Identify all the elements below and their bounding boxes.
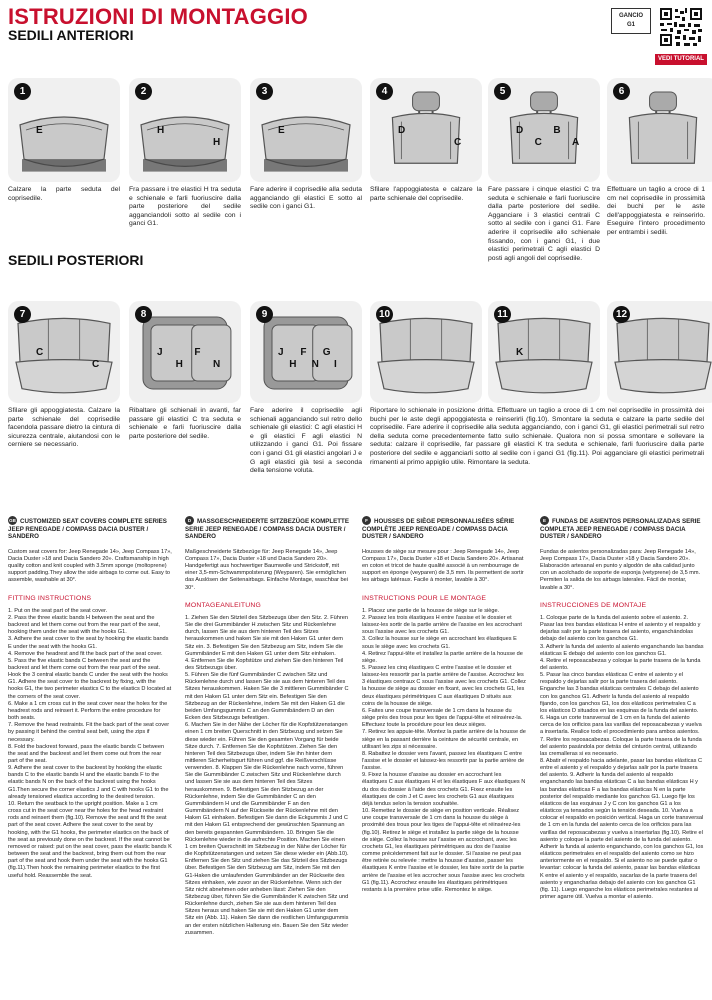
- rear-step-caption: Sfilare gli appoggiatesta. Calzare la parte schienale del coprisedile facendola passare dietro la cintura di sicurezza centrale, aiutandosi con le cerniere se necessario.: [8, 407, 120, 449]
- instruction-step: 7. Retire los reposacabezas. Coloque la parte trasera de la funda del asiento pasándola por detrás del cinturón central, utilizando las cremalleras si es necesario.: [540, 736, 702, 757]
- language-column: [8, 516, 172, 880]
- language-flag-icon: D: [185, 516, 194, 525]
- language-column: [540, 516, 704, 901]
- instructions-title: MONTAGEANLEITUNG: [185, 601, 261, 609]
- instruction-step: 1. Placez une partie de la housse de siège sur le siège.: [362, 607, 500, 614]
- instruction-step: 3. Collez la housse sur le siège en accrochant les élastiques E sous le siège avec les crochets G1.: [362, 636, 517, 650]
- diagram-label: E: [36, 124, 43, 136]
- language-column: [185, 516, 349, 937]
- column-heading-text: HOUSSES DE SIÈGE PERSONNALISÉES SÉRIE COMPLÈTE JEEP RENEGADE / COMPASS DACIA DUSTER / SANDERO: [362, 518, 515, 541]
- diagram-label: I: [334, 359, 337, 371]
- instruction-step: 6. Haga un corte transversal de 1 cm en la funda del asiento cerca de los orificios para las varillas del reposacabezas y vuelva a insertarla. Realice todo el procedimiento para ambos asientos.: [540, 715, 702, 736]
- instruction-step: 5. Pasar las cinco bandas elásticas C entre el asiento y el respaldo y dejarlas salir por la parte trasera del asiento. Enganche las 3 bandas elásticas centrales C debajo del asiento con los ganchos G1. Adherir la funda del asiento al respaldo fijando, con los ganchos G1, los dos elásticos perimetrales C a los elásticos D situados en las esquinas de la funda del asiento.: [540, 672, 699, 714]
- diagram-label: A: [572, 137, 580, 149]
- diagram-label: N: [213, 359, 221, 371]
- instructions-title: INSTRUCCIONES DE MONTAJE: [540, 601, 647, 609]
- instruction-step: 4. Retire el reposacabezas y coloque la parte trasera de la funda del asiento.: [540, 657, 701, 671]
- diagram-label: J: [278, 346, 284, 358]
- hook-badge-code: G1: [626, 22, 635, 28]
- column-heading: [540, 516, 704, 541]
- instruction-step: 5. Führen Sie die fünf Gummibänder C zwischen Sitz und Rückenlehne durch und lassen Sie sie aus dem hinteren Teil des Sitzes herauskommen. Haken Sie die 3 mittleren Gummibänder C mit den Haken G1 unter dem Sitz ein. Befestigen Sie den Sitzbezug an der Rückenlehne, indem Sie mit den Haken G1 die beiden Umfangsgummis C an den Gummibändern D an den Ecken des Sitzbezugs befestigen.: [185, 672, 349, 722]
- step-number: 7: [14, 306, 31, 323]
- rear-step-caption: Ribaltare gli schienali in avanti, far passare gli elastici C tra seduta e schienale e farli fuoriuscire dalla parte posteriore del sedile.: [129, 407, 241, 440]
- diagram-label: D: [398, 124, 406, 136]
- diagram-label: E: [278, 124, 285, 136]
- step-number: 6: [613, 83, 630, 100]
- step-number: 4: [376, 83, 393, 100]
- qr-code[interactable]: [658, 6, 704, 48]
- front-step-caption: Fra passare i tre elastici H tra seduta e schienale e farli fuoriuscire dalla parte posteriore del sedile agganciandoli sotto al sedile con i ganci G1.: [129, 186, 241, 228]
- instruction-step: 10. Remettez le dossier de siège en position verticale. Réalisez une coupe transversale de 1 cm dans la housse du siège à proximité des trous pour les tiges de l'appui-tête et réinsérez-les (fig.10). Retirez le siège et installez la partie siège de la housse de siège. Collez la housse sur l'assise en accrochant, avec les crochets G1, les élastiques périmétriques au dos de l'assise comme précédemment fait sur le dossier. Si l'assise ne peut pas être retirée ou relevée : mettre la housse d'assise, passer les élastiques K entre l'assise et le dossier, les faire sortir de la partie arrière de l'assise et les accrocher sous l'assise avec les crochets G1 (fig.11). Accrochez ensuite les élastiques périmétriques restants à la première prise utile. Remontez le siège.: [362, 808, 525, 893]
- language-flag-icon: F: [362, 516, 371, 525]
- front-step-2: [129, 78, 241, 182]
- step-number: 9: [256, 306, 273, 323]
- instruction-step: 1. Coloque parte de la funda del asiento sobre el asiento. 2. Pasar las tres bandas elásticas H entre el asiento y el respaldo y dejarlas salir por la parte trasera del asiento, enganchándolas debajo del asiento con los ganchos G1.: [540, 614, 701, 643]
- language-flag-icon: E: [540, 516, 549, 525]
- column-intro: Maßgeschneiderte Sitzbezüge für: Jeep Renegade 14», Jeep Compass 17», Dacia Duster »18 und Dacia Sandero 20». Handgefertigt aus hochwertiger Baumwolle und Strickstoff, mit einer 3,5-mm-Schwammpolsterung (Weyparen). Sie ermöglichen das Auslösen der Seitenairbags. Einfache Montage, waschbar bei 30°.: [185, 548, 348, 591]
- front-step-5: [488, 78, 600, 182]
- column-heading-text: MASSGESCHNEIDERTE SITZBEZÜGE KOMPLETTE SERIE JEEP RENEGADE / COMPASS DACIA DUSTER / SANDERO: [185, 518, 349, 541]
- diagram-label: H: [175, 359, 183, 371]
- instructions-title: FITTING INSTRUCTIONS: [8, 594, 92, 602]
- column-heading: [8, 516, 172, 541]
- step-number: 5: [494, 83, 511, 100]
- step-number: 12: [613, 306, 630, 323]
- step-number: 2: [135, 83, 152, 100]
- front-step-4: [370, 78, 482, 182]
- column-heading: [185, 516, 349, 541]
- column-intro: Custom seat covers for: Jeep Renegade 14», Jeep Compass 17», Dacia Duster »18 and Dacia Sandero 20». Craftsmanship in high quality cotton and knit coupled with 3.5mm sponge (moltoprene) support padding.They allow the side airbags to come out. Easy to assemble, washable at 30°.: [8, 548, 172, 584]
- instruction-step: 9. Adhere the seat cover to the backrest by hooking the elastic bands C to the elastic bands H and the elastic bands F to the elastic bands N on the back of the backrest using the hooks G1.Then secure the corner elastics J and C with hooks G1 to the already tensioned elastics according to the desired tension.: [8, 765, 169, 800]
- rear-wide-caption: Riportare lo schienale in posizione dritta. Effettuare un taglio a croce di 1 cm nel coprisedile in prossimità dei buchi per le aste degli appoggiatesta e reinserirli (fig.10). Smontare la seduta e calzare la parte sedile del coprisedile. Fare aderire il coprisedile alla seduta agganciando, con i ganci G1, gli elastici perimetrali sul retro della seduta come precedentemente fatto sullo schienale. Qualora non si possa smontare e sollevare la seduta: calzare il coprisedile, far passare gli elastici K tra seduta e schienale, farli fuoriuscire dalla parte posteriore del sedile e agganciarli sotto al sedile con i ganci G1 (fig.11). Poi agganciare gli elastici perimetrali rimanenti al primo appiglio utile. Rimontare la seduta.: [370, 407, 704, 466]
- rear-step-10: [370, 301, 482, 403]
- step-number: 1: [14, 83, 31, 100]
- instructions-title: INSTRUCTIONS POUR LE MONTAGE: [362, 594, 487, 602]
- instruction-step: 1. Put on the seat part of the seat cover.: [8, 607, 108, 614]
- front-step-caption: Sfilare l'appoggiatesta e calzare la parte schienale del coprisedile.: [370, 186, 482, 202]
- diagram-label: C: [36, 346, 44, 358]
- rear-step-12: [607, 301, 712, 403]
- instruction-step: 7. Remove the head restraints. Fit the back part of the seat cover by passing it behind the central seat belt, using the zips if necessary.: [8, 722, 170, 743]
- instruction-step: 6. Make a 1 cm cross cut in the seat cover near the holes for the headrest rods and reinsert it. Perform the entire procedure for both seats.: [8, 700, 168, 722]
- hook-badge-label: GANCIO: [619, 13, 643, 19]
- column-heading-text: FUNDAS DE ASIENTOS PERSONALIZADAS SERIE COMPLETA JEEP RENEGADE / COMPASS DACIA DUSTER / SANDERO: [540, 518, 701, 541]
- instruction-step: 10. Return the seatback to the upright position. Make a 1 cm cross cut in the seat cover near the holes for the head restraint rods and reinsert them (fig.10). Remove the seat and fit the seat part of the seat cover. Adhere the seat cover to the seat by hooking, with the G1 hooks, the perimeter elastics on the back of the seat as previously done on the backrest. If the seat cannot be removed or raised: put on the seat cover, pass the elastic bands K between the seat and the backrest, bring them out from the rear part of the seat and hook them under the seat with the hooks G1 (fig.11).Then hook the remaining perimeter elastics to the first useful hold. Reassemble the seat.: [8, 800, 172, 879]
- instruction-step: 8. Abatir el respaldo hacia adelante, pasar las bandas elásticas C entre el asiento y el respaldo y dejarlas salir por la parte trasera del asiento. 9. Adherir la funda del asiento al respaldo enganchando las bandas elásticas C a las bandas elásticas H y las bandas elásticas F a las bandas elásticas N en la parte posterior del respaldo mediante los ganchos G1. Luego fije los elásticos de las esquinas J y C con los ganchos G1 a los elásticos ya tensados según la tensión deseada. 10. Vuelva a colocar el respaldo en posición vertical. Haga un corte transversal de 1 cm en la funda del asiento cerca de los orificios para las varillas del reposacabezas y vuelva a insertarlas (fig.10). Retire el asiento y coloque la parte del asiento de la funda del asiento. Adherir la funda al asiento enganchando, con los ganchos G1, los elásticos perimetrales en el respaldo del asiento como se hizo anteriormente en el respaldo. Si el asiento no se puede quitar o levantar: colocar la funda del asiento, pasar las bandas elásticas K entre el asiento y el respaldo, sacarlas de la parte trasera del asiento y engancharlas debajo del asiento con los ganchos G1 (fig. 11). Luego enganche los elásticos perimetrales restantes al primer agarre útil. Vuelva a montar el asiento.: [540, 758, 704, 900]
- diagram-label: C: [454, 137, 462, 149]
- diagram-label: C: [534, 137, 542, 149]
- column-intro: Fundas de asientos personalizadas para: Jeep Renegade 14», Jeep Compass 17», Dacia Duster »18 y Dacia Sandero 20». Elaboración artesanal en punto y algodón de alta calidad junto con un acolchado de soporte de esponja (vetyprene) de 3,5 mm. Permiten la salida de los airbags laterales. Fácil de montar, lavable a 30°.: [540, 548, 701, 591]
- instruction-step: 3. Adhere the seat cover to the seat by hooking the elastic bands E under the seat with the hooks G1.: [8, 636, 169, 650]
- step-number: 8: [135, 306, 152, 323]
- step-number: 10: [376, 306, 393, 323]
- instruction-step: 5. Passez les cinq élastiques C entre l'assise et le dossier et laissez-les ressortir par la partie arrière de l'assise. Accrochez les 3 élastiques centraux C sous l'assise avec les crochets G1. Collez la housse de siège au dossier en fixant, avec les crochets G1, les deux élastiques périmétriques C aux élastiques D situés aux coins de la housse de siège.: [362, 664, 526, 707]
- rear-step-11: [488, 301, 600, 403]
- rear-section-title: SEDILI POSTERIORI: [8, 252, 144, 268]
- instruction-step: 7. Retirez les appuie-tête. Montez la partie arrière de la housse de siège en la passant derrière la ceinture de sécurité centrale, en utilisant les zips si nécessaire.: [362, 729, 526, 750]
- instruction-step: 9. Fixez la housse d'assise au dossier en accrochant les élastiques C aux élastiques H et les élastiques F aux élastiques N du dos du dossier à l'aide des crochets G1. Fixez ensuite les élastiques de coin J et C avec les crochets G1 aux élastiques déjà tendus selon la tension souhaitée.: [362, 772, 526, 807]
- instruction-step: 8. Fold the backrest forward, pass the elastic bands C between the seat and the backrest and let them come out from the rear part of the seat.: [8, 743, 165, 764]
- instruction-step: 4. Entfernen Sie die Kopfstütze und ziehen Sie den hinteren Teil des Sitzbezugs über.: [185, 657, 344, 671]
- diagram-label: H: [157, 124, 165, 136]
- instruction-step: 5. Pass the five elastic bands C between the seat and the backrest and let them come out from the rear part of the seat. Hook the 3 central elastic bands C under the seat with the hooks G1. Adhere the seat cover to the backrest by fixing, with the hooks G1, the two perimeter elastics C to the elastics D located at the corners of the seat cover.: [8, 657, 172, 700]
- instruction-step: 2. Passez les trois élastiques H entre l'assise et le dossier et laissez-les sortir de la partie arrière de l'assise en les accrochant sous l'assise avec les crochets G1.: [362, 614, 522, 636]
- column-heading: [362, 516, 526, 541]
- instruction-step: 1. Ziehen Sie den Sitzteil des Sitzbezugs über den Sitz. 2. Führen Sie die drei Gummibänder H zwischen Sitz und Rückenlehne durch, lassen Sie sie aus dem hinteren Teil des Sitzes herauskommen und haken Sie sie mit den Haken G1 unter dem Sitz ein. 3. Befestigen Sie den Sitzbezug am Sitz, indem Sie die Gummibänder E mit den Haken G1 unter dem Sitz einhaken.: [185, 614, 348, 657]
- instruction-step: 6. Faites une coupe transversale de 1 cm dans la housse du siège près des trous pour les tiges de l'appui-tête et réinsérez-la. Effectuez toute la procédure pour les deux sièges.: [362, 707, 523, 729]
- diagram-label: H: [289, 359, 297, 371]
- front-step-6: [607, 78, 712, 182]
- instruction-step: 3. Adherir la funda del asiento al asiento enganchando las bandas elásticas E debajo del asiento con los ganchos G1.: [540, 643, 704, 657]
- hook-badge: [611, 8, 651, 34]
- diagram-label: F: [194, 346, 201, 358]
- step-number: 3: [256, 83, 273, 100]
- diagram-label: C: [92, 359, 100, 371]
- page-subtitle: SEDILI ANTERIORI: [8, 27, 134, 43]
- instruction-step: 6. Machen Sie in der Nähe der Löcher für die Kopfstützenstangen einen 1 cm breiten Querschnitt in den Sitzbezug und setzen Sie diese wieder ein. Führen Sie den gesamten Vorgang für beide Sitze durch. 7. Entfernen Sie die Kopfstützen. Ziehen Sie den hinteren Teil des Sitzbezugs über, indem Sie ihn hinter dem mittleren Sicherheitsgurt führen und ggf. die Reißverschlüsse verwenden. 8. Klappen Sie die Rückenlehne nach vorne, führen Sie die Gummibänder C zwischen Sitz und Rückenlehne durch und lassen Sie sie aus dem hinteren Teil des Sitzes herauskommen. 9. Befestigen Sie den Sitzbezug an der Rückenlehne, indem Sie die Gummibänder C an den Gummibändern H und die Gummibänder F an den Gummibändern N auf der Rückseite der Rückenlehne mit den Haken G1 einhaken. Befestigen Sie dann die Eckgummis J und C mit den Haken G1 entsprechend der gewünschten Spannung an den bereits gespannten Gummibändern. 10. Bringen Sie die Rückenlehne wieder in die aufrechte Position. Machen Sie einen 1 cm breiten Querschnitt im Sitzbezug in der Nähe der Löcher für die Kopfstützenstangen und setzen Sie diese wieder ein (Abb.10). Entfernen Sie den Sitz und ziehen Sie das Sitzteil des Sitzbezugs über. Befestigen Sie den Sitzbezug am Sitz, indem Sie mit den G1-Haken die umlaufenden Gummibänder an der Rückseite des Sitzes einhaken, wie zuvor an der Rückenlehne. Wenn sich der Sitz nicht abnehmen oder anheben lässt: Ziehen Sie den Sitzbezug über, führen Sie die Gummibänder K zwischen Sitz und Rückenlehne durch, ziehen Sie sie aus dem hinteren Teil des Sitzes heraus und haken Sie sie mit den Haken G1 unter dem Sitz ein (Abb. 11). Haken Sie dann die restlichen Umfangsgummis an der ersten nützlichen Halterung ein. Bauen Sie den Sitz wieder zusammen.: [185, 722, 349, 936]
- front-step-caption: Fare aderire il coprisedile alla seduta agganciando gli elastici E sotto al sedile con i ganci G1.: [250, 186, 362, 211]
- front-step-1: [8, 78, 120, 182]
- instruction-step: 4. Retirez l'appui-tête et installez la partie arrière de la housse de siège.: [362, 650, 523, 664]
- rear-step-caption: Fare aderire il coprisedile agli schienali agganciando sul retro dello schienale gli elastici: C agli elastici H e gli elastici F agli elastici N utilizzando i ganci G1. Poi fissare con i ganci G1 gli elastici angolari J e G agli elastici già tesi a seconda della tensione voluta.: [250, 407, 362, 475]
- step-number: 11: [494, 306, 511, 323]
- column-heading-text: CUSTOMIZED SEAT COVERS COMPLETE SERIES JEEP RENEGADE / COMPASS DACIA DUSTER / SANDERO: [8, 518, 167, 541]
- diagram-label: H: [213, 137, 221, 149]
- tutorial-label[interactable]: VEDI TUTORIAL: [655, 54, 707, 65]
- front-step-caption: Effettuare un taglio a croce di 1 cm nel coprisedile in prossimità dei buchi per le aste dell'appoggiatesta e reinserirlo. Eseguire l'intero procedimento per entrambi i sedili.: [607, 186, 705, 236]
- rear-step-8: [129, 301, 241, 403]
- diagram-label: G: [322, 346, 331, 358]
- language-column: [362, 516, 526, 894]
- diagram-label: K: [516, 346, 524, 358]
- diagram-label: J: [157, 346, 163, 358]
- language-flag-icon: GB: [9, 518, 16, 523]
- front-step-3: [250, 78, 362, 182]
- page-title: ISTRUZIONI DI MONTAGGIO: [8, 4, 308, 29]
- instruction-step: 2. Pass the three elastic bands H between the seat and the backrest and let them come out from the rear part of the seat, hooking them under the seat with the hooks G1.: [8, 614, 161, 636]
- diagram-label: F: [300, 346, 307, 358]
- column-intro: Housses de siège sur mesure pour : Jeep Renegade 14», Jeep Compass 17», Dacia Duster »18 et Dacia Sandero 20». Artisanat en coton et tricot de haute qualité associé à un rembourrage de support en éponge (veyparen) de 3,5 mm. Ils permettent de sortir les airbags latéraux. Facile à monter, lavable à 30°.: [362, 548, 524, 584]
- diagram-label: N: [311, 359, 319, 371]
- instruction-step: 8. Rabattez le dossier vers l'avant, passez les élastiques C entre l'assise et le dossier et laissez-les ressortir par la partie arrière de l'assise.: [362, 750, 525, 772]
- rear-step-9: [250, 301, 362, 403]
- diagram-label: B: [553, 124, 561, 136]
- rear-step-7: [8, 301, 120, 403]
- front-step-caption: Fare passare i cinque elastici C tra seduta e schienale e farli fuoriuscire dalla parte posteriore del sedile. Agganciare i 3 elastici centrali C sotto al sedile con i ganci G1. Fare aderire il coprisedile allo schienale fissando, con i ganci G1, i due elastici perimetrali C agli elastici D posti agli angoli del coprisedile.: [488, 186, 600, 262]
- instruction-step: 4. Remove the headrest and fit the back part of the seat cover.: [8, 650, 163, 657]
- diagram-label: D: [516, 124, 524, 136]
- front-step-caption: Calzare la parte seduta del coprisedile.: [8, 186, 120, 202]
